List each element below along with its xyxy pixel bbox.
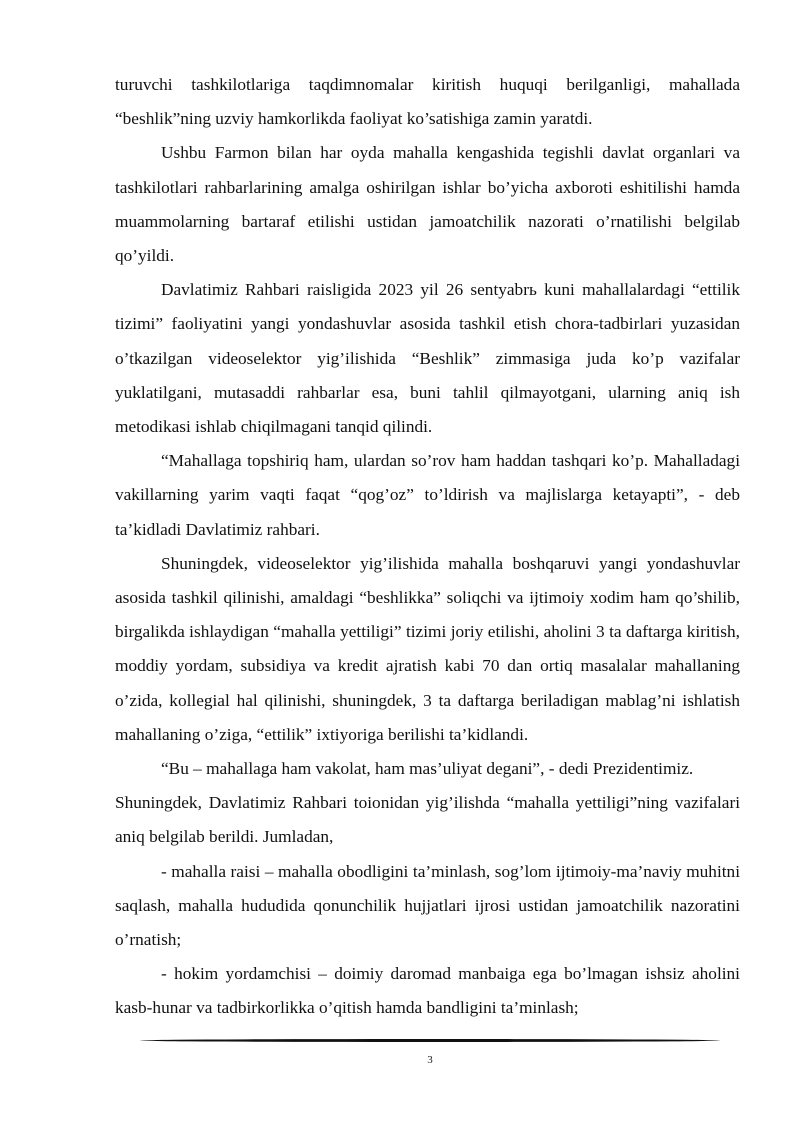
paragraph-4: “Mahallaga topshiriq ham, ulardan so’rov ham haddan tashqari ko’p. Mahalladagi vakillarning yarim vaqti faqat “qog’oz” to’ldirish va majlislarga ketayapti”, - deb ta’kidladi Davlatimiz rahbari. — [115, 451, 740, 539]
footer-divider — [140, 1039, 720, 1042]
page-number: 3 — [427, 1054, 433, 1066]
paragraph-8: - mahalla raisi – mahalla obodligini ta’minlash, sog’lom ijtimoiy-ma’naviy muhitni saqlash, mahalla hududida qonunchilik hujjatlari ijrosi ustidan jamoatchilik nazoratini o’rnatish; — [115, 861, 740, 950]
paragraph-1: turuvchi tashkilotlariga taqdimnomalar kiritish huquqi berilganligi, mahallada “beshlik”ning uzviy hamkorlikda faoliyat ko’satishiga zamin yaratdi. — [115, 75, 740, 129]
paragraph-7: Shuningdek, Davlatimiz Rahbari toionidan yig’ilishda “mahalla yettiligi”ning vazifalari aniq belgilab berildi. Jumladan, — [115, 793, 740, 847]
document-body — [115, 68, 740, 1026]
paragraph-3: Davlatimiz Rahbari raisligida 2023 yil 26 sentyabrь kuni mahallalardagi “ettilik tizimi” faoliyatini yangi yondashuvlar asosida tashkil etish chora-tadbirlari yuzasidan o’tkazilgan videoselektor yig’ilishida “Beshlik” zimmasiga juda ko’p vazifalar yuklatilgani, mutasaddi rahbarlar esa, buni tahlil qilmayotgani, ularning aniq ish metodikasi ishlab chiqilmagani tanqid qilindi. — [115, 280, 740, 437]
paragraph-6: “Bu – mahallaga ham vakolat, ham mas’uliyat degani”, - dedi Prezidentimiz. — [161, 759, 694, 779]
paragraph-5: Shuningdek, videoselektor yig’ilishida mahalla boshqaruvi yangi yondashuvlar asosida tashkil qilinishi, amaldagi “beshlikka” soliqchi va ijtimoiy xodim ham qo’shilib, birgalikda ishlaydigan “mahalla yettiligi” tizimi joriy etilishi, aholini 3 ta daftarga kiritish, moddiy yordam, subsidiya va kredit ajratish kabi 70 dan ortiq masalalar mahallaning o’zida, kollegial hal qilinishi, shuningdek, 3 ta daftarga beriladigan mablag’ni ishlatish mahallaning o’ziga, “ettilik” ixtiyoriga berilishi ta’kidlandi. — [115, 553, 740, 744]
paragraph-9: - hokim yordamchisi – doimiy daromad manbaiga ega bo’lmagan ishsiz aholini kasb-hunar va tadbirkorlikka o’qitish hamda bandligini ta’minlash; — [115, 964, 740, 1018]
paragraph-2: Ushbu Farmon bilan har oyda mahalla kengashida tegishli davlat organlari va tashkilotlari rahbarlarining amalga oshirilgan ishlar bo’yicha axboroti eshitilishi hamda muammolarning bartaraf etilishi ustidan jamoatchilik nazorati o’rnatilishi belgilab qo’yildi. — [115, 143, 740, 266]
